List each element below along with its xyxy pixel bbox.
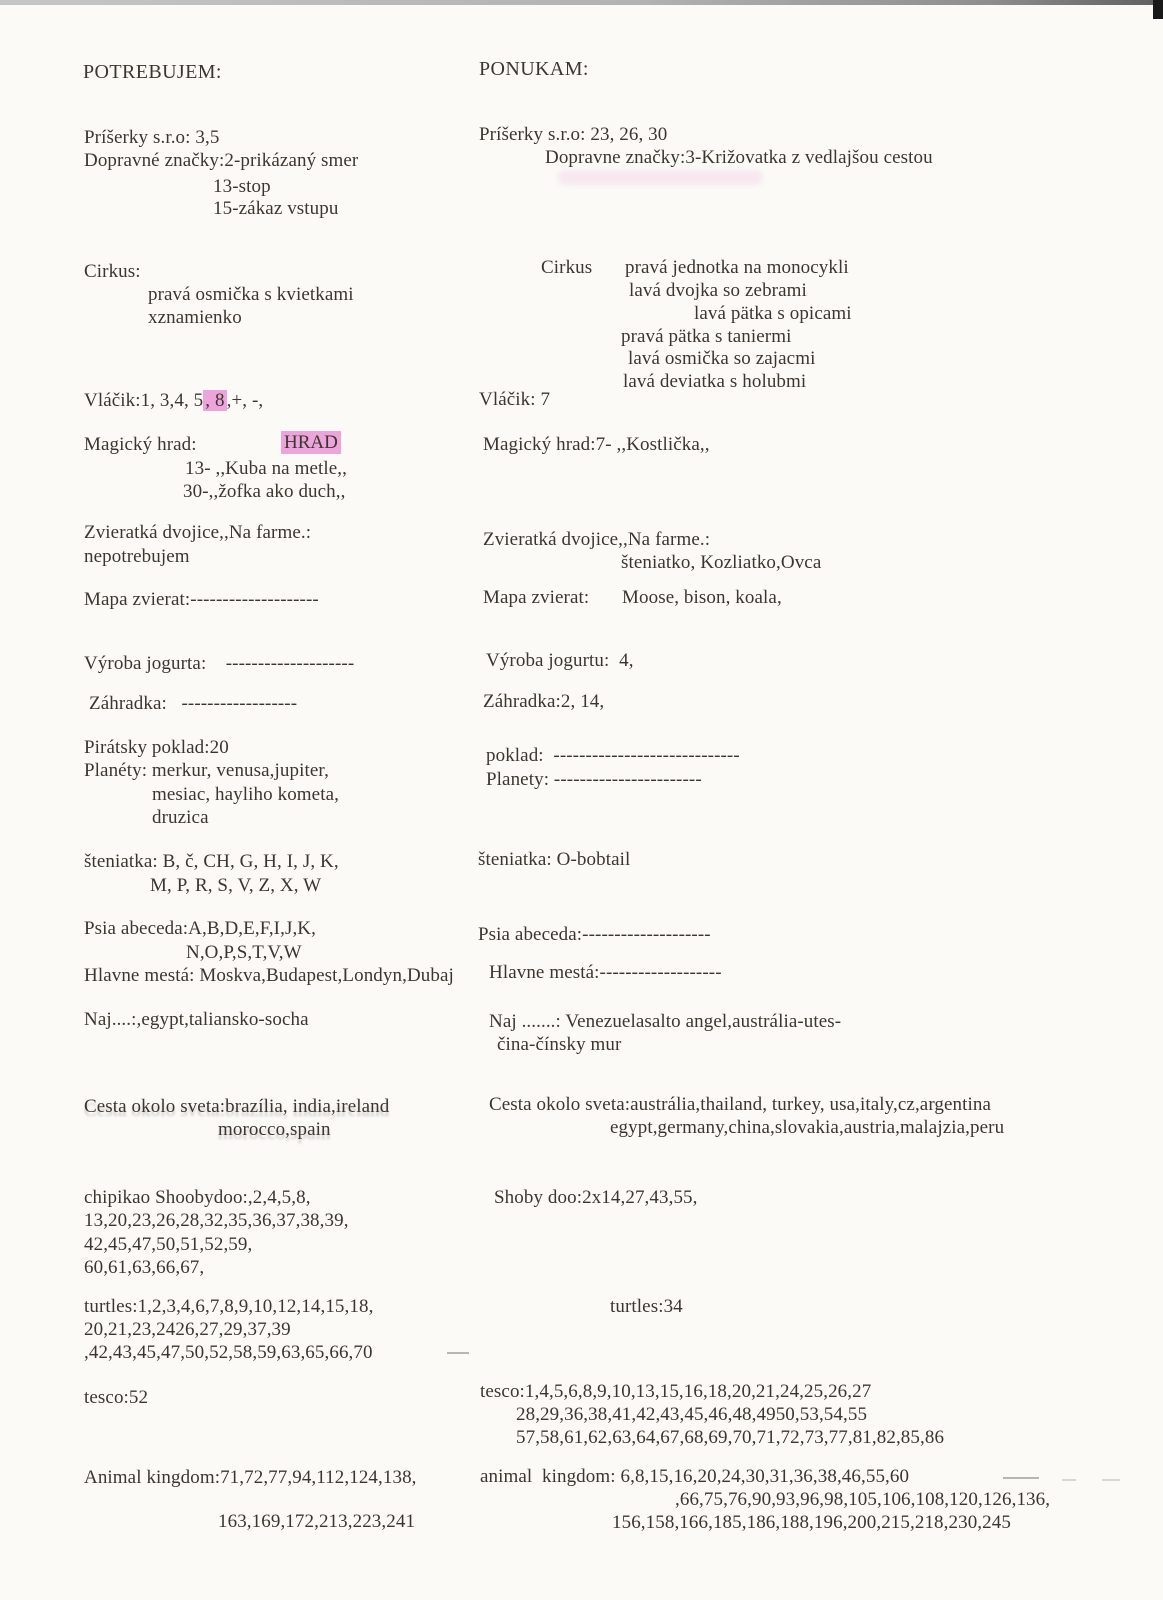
- offers-tesco-line2: 28,29,36,38,41,42,43,45,46,48,4950,53,54,55: [516, 1404, 868, 1425]
- offers-cirkus-line2: lavá dvojka so zebrami: [629, 280, 807, 301]
- offers-planety-line: Planety: -----------------------: [486, 769, 702, 790]
- offers-animal-kingdom-line3: 156,158,166,185,186,188,196,200,215,218,230,245: [612, 1512, 1011, 1533]
- faint-dash-artifact: [1062, 1479, 1076, 1481]
- needs-priserky-line: Príšerky s.r.o: 3,5: [84, 127, 220, 148]
- offers-animal-kingdom-line1: animal kingdom: 6,8,15,16,20,24,30,31,36,38,46,55,60: [480, 1466, 910, 1487]
- needs-farma-line2: nepotrebujem: [84, 546, 190, 567]
- needs-turtles-line2: 20,21,23,2426,27,29,37,39: [84, 1319, 291, 1340]
- needs-steniatka-line2: M, P, R, S, V, Z, X, W: [150, 875, 322, 896]
- pink-smudge-artifact: [558, 170, 763, 185]
- needs-cirkus-line2: xznamienko: [148, 307, 242, 328]
- needs-farma-line1: Zvieratká dvojice,,Na farme.:: [84, 522, 312, 543]
- needs-animal-kingdom-line2: 163,169,172,213,223,241: [218, 1511, 416, 1532]
- needs-dopravne-zakaz-line: 15-zákaz vstupu: [213, 198, 339, 219]
- offers-cesta-line2: egypt,germany,china,slovakia,austria,malajzia,peru: [610, 1117, 1005, 1138]
- needs-chipikao-line4: 60,61,63,66,67,: [84, 1257, 205, 1278]
- needs-planety-line3: druzica: [152, 807, 209, 828]
- needs-zahradka-line: Záhradka: ------------------: [89, 693, 298, 714]
- offers-animal-kingdom-line2: ,66,75,76,90,93,96,98,105,106,108,120,126,136,: [675, 1489, 1051, 1510]
- needs-vlacik-line: [84, 389, 263, 412]
- needs-cesta-line2: morocco,spain: [218, 1119, 331, 1140]
- needs-cirkus-title: Cirkus:: [84, 261, 141, 282]
- offers-farma-line1: Zvieratká dvojice,,Na farme.:: [483, 529, 711, 550]
- offers-hlavne-mesta-line: Hlavne mestá:-------------------: [489, 962, 722, 983]
- needs-tesco-line: tesco:52: [84, 1387, 149, 1408]
- offers-zahradka-line: Záhradka:2, 14,: [483, 691, 605, 712]
- offers-turtles-line: turtles:34: [610, 1296, 683, 1317]
- offers-poklad-line: poklad: -----------------------------: [486, 745, 740, 766]
- needs-hlavne-mesta-line: Hlavne mestá: Moskva,Budapest,Londyn,Dubaj: [84, 965, 454, 986]
- needs-hrad-line1: 13- ,,Kuba na metle,,: [185, 458, 347, 479]
- faint-dash-artifact: [447, 1352, 469, 1354]
- needs-psia-abeceda-line2: N,O,P,S,T,V,W: [186, 942, 302, 963]
- offers-mapa-zvierat-label: Mapa zvierat:: [483, 587, 590, 608]
- needs-psia-abeceda-line1: Psia abeceda:A,B,D,E,F,I,J,K,: [84, 918, 316, 939]
- offers-tesco-line1: tesco:1,4,5,6,8,9,10,13,15,16,18,20,21,24,25,26,27: [480, 1381, 872, 1402]
- needs-mapa-zvierat-line: Mapa zvierat:--------------------: [84, 589, 319, 610]
- offers-header: PONUKAM:: [479, 58, 589, 80]
- needs-magicky-hrad-label: Magický hrad:: [84, 434, 197, 455]
- needs-naj-line: Naj....:,egypt,taliansko-socha: [84, 1009, 309, 1030]
- needs-vyroba-jogurta-line: Výroba jogurta: --------------------: [84, 653, 355, 674]
- offers-steniatka-line: šteniatka: O-bobtail: [478, 849, 631, 870]
- needs-cirkus-line1: pravá osmička s kvietkami: [148, 284, 354, 305]
- needs-steniatka-line1: šteniatka: B, č, CH, G, H, I, J, K,: [84, 851, 339, 872]
- offers-shoby-doo-line: Shoby doo:2x14,27,43,55,: [494, 1187, 698, 1208]
- needs-chipikao-line1: chipikao Shoobydoo:,2,4,5,8,: [84, 1187, 311, 1208]
- offers-priserky-line: Príšerky s.r.o: 23, 26, 30: [479, 124, 668, 145]
- needs-dopravne-stop-line: 13-stop: [213, 176, 271, 197]
- scan-edge-artifact: [0, 0, 1163, 5]
- hrad-highlighted-word: HRAD: [281, 431, 341, 454]
- offers-vlacik-line: Vláčik: 7: [479, 389, 551, 410]
- offers-dopravne-znacky-line: Dopravne značky:3-Križovatka z vedlajšou cestou: [545, 147, 933, 168]
- needs-dopravne-znacky-line: Dopravné značky:2-prikázaný smer: [84, 150, 359, 171]
- needs-cesta-line1: Cesta okolo sveta:brazília, india,ireland: [84, 1096, 390, 1117]
- needs-header: POTREBUJEM:: [83, 61, 222, 83]
- needs-chipikao-line2: 13,20,23,26,28,32,35,36,37,38,39,: [84, 1210, 349, 1231]
- needs-animal-kingdom-line1: Animal kingdom:71,72,77,94,112,124,138,: [84, 1467, 417, 1488]
- offers-cirkus-line4: pravá pätka s taniermi: [621, 326, 792, 347]
- offers-naj-line2: čina-čínsky mur: [497, 1034, 622, 1055]
- offers-psia-abeceda-line: Psia abeceda:--------------------: [478, 924, 711, 945]
- faint-dash-artifact: [1003, 1477, 1039, 1479]
- needs-hrad-line2: 30-,,žofka ako duch,,: [183, 481, 346, 502]
- offers-cesta-line1: Cesta okolo sveta:austrália,thailand, turkey, usa,italy,cz,argentina: [489, 1094, 992, 1115]
- needs-planety-line1: Planéty: merkur, venusa,jupiter,: [84, 760, 329, 781]
- offers-magicky-hrad-line: Magický hrad:7- ,,Kostlička,,: [483, 434, 710, 455]
- offers-mapa-zvierat-value: Moose, bison, koala,: [622, 587, 782, 608]
- offers-cirkus-line3: lavá pätka s opicami: [694, 303, 852, 324]
- offers-naj-line1: Naj .......: Venezuelasalto angel,austrália-utes-: [489, 1011, 842, 1032]
- scan-corner-artifact: [1153, 0, 1163, 19]
- vlacik-prefix: Vláčik:1, 3,4, 5: [84, 390, 204, 411]
- offers-vyroba-jogurtu-line: Výroba jogurtu: 4,: [486, 650, 634, 671]
- vlacik-highlighted-number: , 8: [205, 390, 225, 411]
- needs-planety-line2: mesiac, hayliho kometa,: [152, 784, 339, 805]
- needs-chipikao-line3: 42,45,47,50,51,52,59,: [84, 1234, 253, 1255]
- needs-turtles-line1: turtles:1,2,3,4,6,7,8,9,10,12,14,15,18,: [84, 1296, 374, 1317]
- faint-dash-artifact: [1102, 1479, 1120, 1481]
- offers-cirkus-line5: lavá osmička so zajacmi: [628, 348, 816, 369]
- offers-farma-line2: šteniatko, Kozliatko,Ovca: [621, 552, 822, 573]
- offers-cirkus-line1: pravá jednotka na monocykli: [625, 257, 849, 278]
- offers-cirkus-line6: lavá deviatka s holubmi: [623, 371, 807, 392]
- vlacik-suffix: ,+, -,: [226, 390, 264, 411]
- offers-tesco-line3: 57,58,61,62,63,64,67,68,69,70,71,72,73,77,81,82,85,86: [516, 1427, 945, 1448]
- needs-turtles-line3: ,42,43,45,47,50,52,58,59,63,65,66,70: [84, 1342, 373, 1363]
- needs-piratsky-poklad-line: Pirátsky poklad:20: [84, 737, 229, 758]
- offers-cirkus-title: Cirkus: [541, 257, 593, 278]
